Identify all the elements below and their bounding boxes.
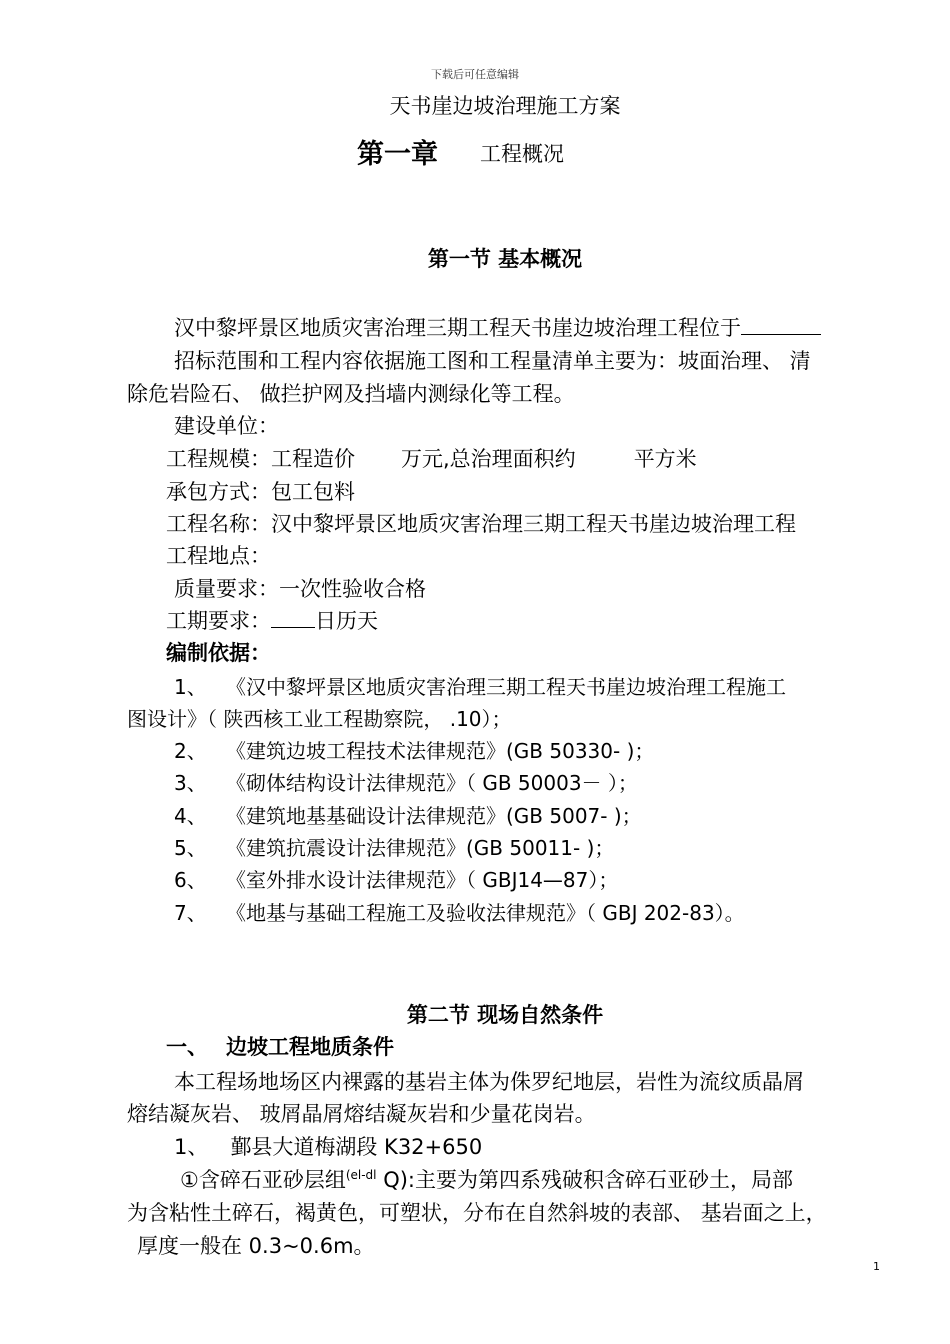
basis-item-number: 3、 (174, 771, 207, 795)
builder-field: 建设单位： (174, 414, 279, 438)
basis-item-text: 《室外排水设计法律规范》（ GBJ14—87）； (226, 868, 619, 892)
basis-item-text: 《汉中黎坪景区地质灾害治理三期工程天书崖边坡治理工程施工 (226, 675, 786, 699)
geo-layer-line-1 (180, 1164, 793, 1194)
geo-heading-text: 边坡工程地质条件 (226, 1035, 394, 1059)
contract-field: 承包方式：包工包料 (166, 480, 355, 504)
basis-item-number: 6、 (174, 868, 207, 892)
document-title: 天书崖边坡治理施工方案 (389, 94, 621, 118)
basis-item-number: 1、 (174, 675, 207, 699)
geo-subheading-text: 鄞县大道梅湖段 K32+650 (230, 1135, 483, 1159)
scale-area-label: 万元,总治理面积约 (401, 447, 576, 471)
section-2-title: 第二节 现场自然条件 (406, 1003, 604, 1027)
chapter-name: 工程概况 (480, 142, 564, 166)
geo-layer-line-2: 为含粘性土碎石，褐黄色，可塑状，分布在自然斜坡的表部、 基岩面之上， (127, 1201, 827, 1225)
period-blank (271, 609, 315, 628)
layer-description: Q):主要为第四系残破积含碎石亚砂土，局部 (376, 1168, 793, 1192)
intro-line-2: 招标范围和工程内容依据施工图和工程量清单主要为：坡面治理、 清 (174, 349, 811, 373)
page-header: 下载后可任意编辑 (431, 68, 519, 81)
basis-item (174, 897, 745, 926)
basis-heading: 编制依据： (166, 641, 271, 665)
period-field (166, 605, 378, 635)
basis-item-number: 4、 (174, 804, 207, 828)
geo-subheading-number: 1、 (174, 1135, 209, 1159)
basis-item-number: 7、 (174, 901, 207, 925)
geo-layer-line-3: 厚度一般在 0.3~0.6m。 (137, 1234, 375, 1258)
geo-heading-number: 一、 (166, 1035, 208, 1059)
page-number: 1 (873, 1260, 880, 1273)
basis-item-text: 《建筑抗震设计法律规范》(GB 50011- )； (226, 836, 615, 860)
basis-item-text: 《建筑地基基础设计法律规范》(GB 5007- )； (226, 804, 642, 828)
basis-item (174, 671, 786, 700)
period-label: 工期要求： (166, 609, 271, 633)
basis-item-number: 2、 (174, 739, 207, 763)
scale-label: 工程规模：工程造价 (166, 447, 355, 471)
basis-item (174, 800, 642, 829)
intro-line-1 (174, 312, 821, 342)
basis-item-text: 《建筑边坡工程技术法律规范》(GB 50330- )； (226, 739, 655, 763)
scale-field (166, 443, 697, 473)
basis-item (174, 832, 614, 861)
geo-subheading (174, 1131, 482, 1161)
project-name-field: 工程名称：汉中黎坪景区地质灾害治理三期工程天书崖边坡治理工程 (166, 512, 796, 536)
period-unit: 日历天 (315, 609, 378, 633)
quality-field: 质量要求：一次性验收合格 (174, 577, 426, 601)
basis-item (174, 767, 638, 796)
section-1-title: 第一节 基本概况 (427, 247, 583, 271)
basis-item-continuation: 图设计》（ 陕西核工业工程勘察院， .10）； (127, 707, 512, 731)
location-field: 工程地点： (166, 544, 271, 568)
intro-line-3: 除危岩险石、 做拦护网及挡墙内测绿化等工程。 (127, 382, 575, 406)
geo-paragraph-line-2: 熔结凝灰岩、 玻屑晶屑熔结凝灰岩和少量花岗岩。 (127, 1102, 596, 1126)
layer-name: ①含碎石亚砂层组 (180, 1168, 346, 1192)
basis-item-text: 《地基与基础工程施工及验收法律规范》（ GBJ 202-83）。 (226, 901, 745, 925)
layer-superscript: (el-dl (345, 1168, 377, 1182)
basis-item-text: 《砌体结构设计法律规范》（ GB 50003－ ）； (226, 771, 638, 795)
scale-unit: 平方米 (633, 447, 697, 471)
geo-heading (166, 1031, 394, 1061)
geo-paragraph-line-1: 本工程场地场区内裸露的基岩主体为侏罗纪地层，岩性为流纹质晶屑 (174, 1070, 804, 1094)
basis-item (174, 735, 654, 764)
intro-line-1-text: 汉中黎坪景区地质灾害治理三期工程天书崖边坡治理工程位于 (174, 316, 741, 340)
chapter-label: 第一章 (357, 139, 438, 170)
basis-item (174, 864, 618, 893)
basis-item-number: 5、 (174, 836, 207, 860)
location-blank (741, 316, 821, 335)
